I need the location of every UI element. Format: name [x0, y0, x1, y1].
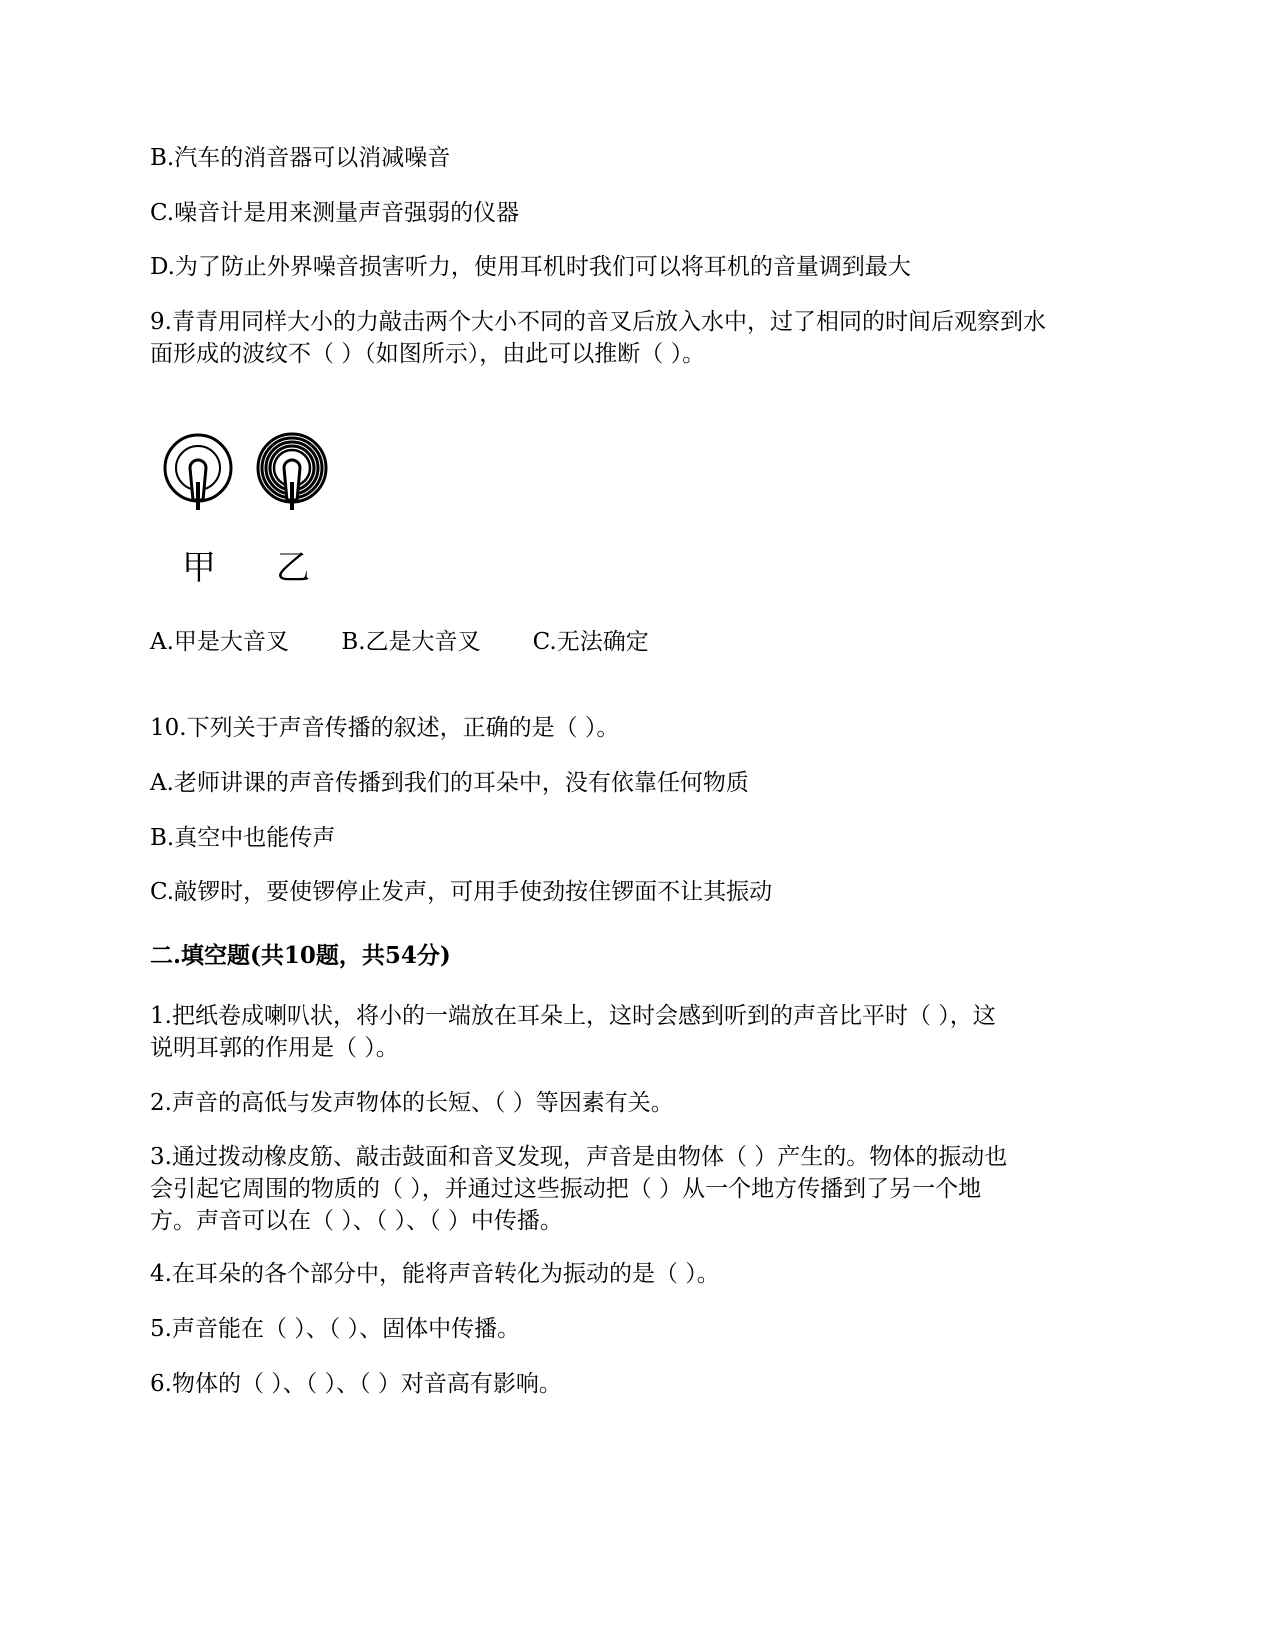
figure-label-yi: 乙: [276, 548, 310, 588]
fill-q1-line1: 1.把纸卷成喇叭状，将小的一端放在耳朵上，这时会感到听到的声音比平时（ ），这: [150, 1003, 996, 1029]
q9-options: [150, 626, 649, 658]
tuning-fork-figure: [162, 432, 352, 592]
fill-q5: 5.声音能在（ ）、（ ）、固体中传播。: [150, 1316, 521, 1342]
fill-q3-line2: 会引起它周围的物质的（ ），并通过这些振动把（ ）从一个地方传播到了另一个地: [150, 1176, 982, 1202]
tuning-fork-ripples-illustration: [162, 432, 352, 542]
fill-q1-line2: 说明耳郭的作用是（ ）。: [150, 1035, 399, 1061]
q10-option-c: C.敲锣时，要使锣停止发声，可用手使劲按住锣面不让其振动: [150, 879, 773, 905]
figure-label-jia: 甲: [182, 548, 216, 588]
fork-yi-ripples: [258, 434, 326, 510]
q10-option-b: B.真空中也能传声: [150, 825, 336, 851]
fill-q2: 2.声音的高低与发声物体的长短、（ ）等因素有关。: [150, 1090, 674, 1116]
q10-option-a: A.老师讲课的声音传播到我们的耳朵中，没有依靠任何物质: [150, 770, 749, 796]
q9-option-b: B.乙是大音叉: [341, 629, 481, 655]
q9-stem-line2: 面形成的波纹不（ ）（如图所示），由此可以推断（ ）。: [150, 341, 706, 367]
fill-q6: 6.物体的（ ）、（ ）、（ ）对音高有影响。: [150, 1371, 562, 1397]
fork-jia-ripples: [165, 435, 231, 510]
section-heading-fill-blank: 二.填空题(共10题，共54分): [150, 942, 451, 969]
fill-q3-line1: 3.通过拨动橡皮筋、敲击鼓面和音叉发现，声音是由物体（ ）产生的。物体的振动也: [150, 1144, 1008, 1170]
q8-option-d: D.为了防止外界噪音损害听力，使用耳机时我们可以将耳机的音量调到最大: [150, 254, 911, 280]
q10-stem: 10.下列关于声音传播的叙述，正确的是（ ）。: [150, 715, 620, 741]
q8-option-c: C.噪音计是用来测量声音强弱的仪器: [150, 200, 520, 226]
q9-option-a: A.甲是大音叉: [150, 629, 289, 655]
q8-option-b: B.汽车的消音器可以消减噪音: [150, 145, 451, 171]
q9-option-c: C.无法确定: [532, 629, 649, 655]
fill-q3-line3: 方。声音可以在（ ）、（ ）、（ ）中传播。: [150, 1208, 563, 1234]
fill-q4: 4.在耳朵的各个部分中，能将声音转化为振动的是（ ）。: [150, 1261, 720, 1287]
q9-stem-line1: 9.青青用同样大小的力敲击两个大小不同的音叉后放入水中，过了相同的时间后观察到水: [150, 309, 1046, 335]
